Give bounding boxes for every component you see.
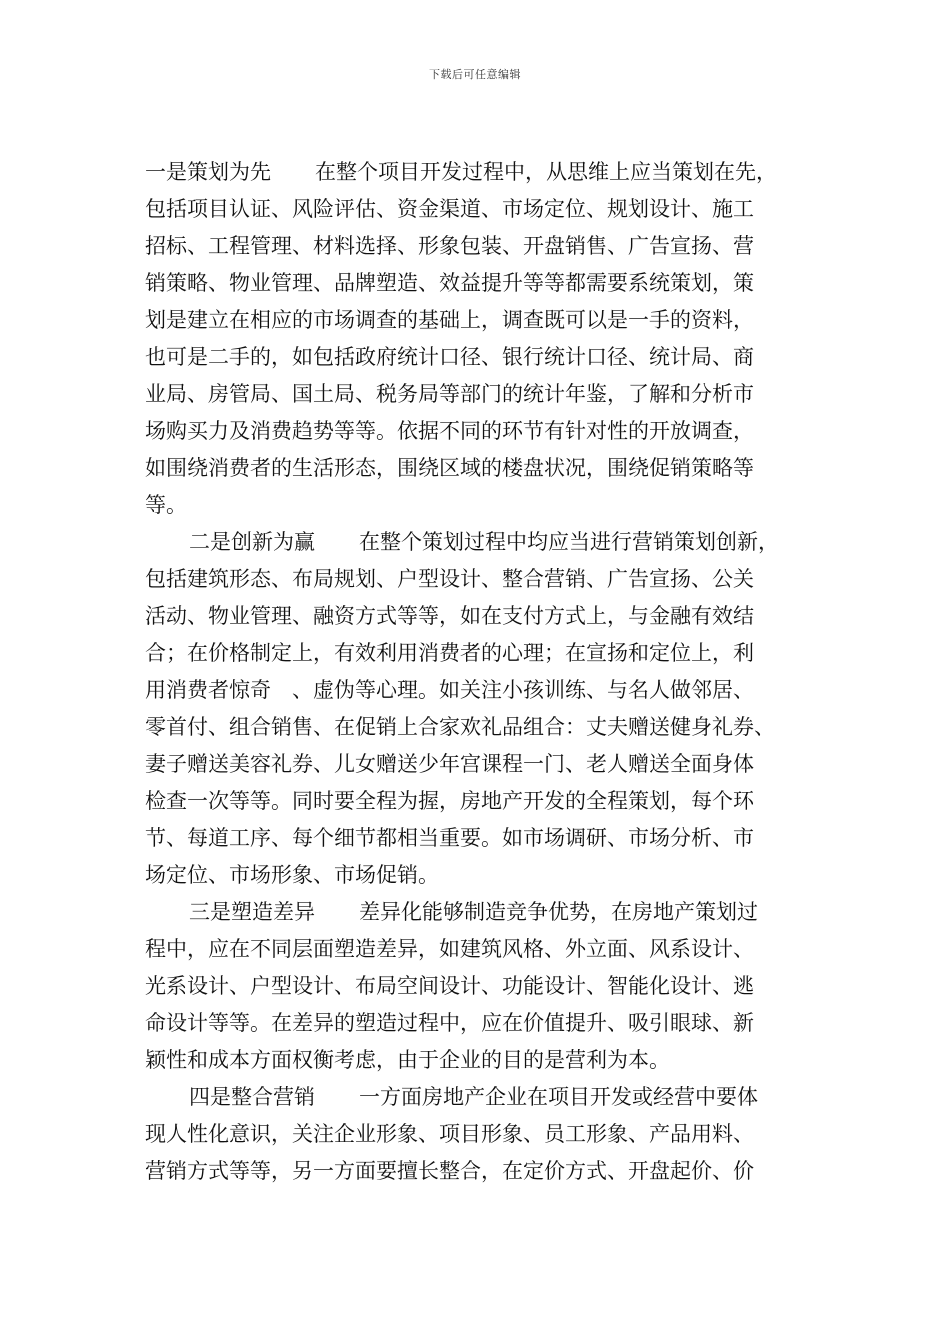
paragraph-1-line-1: 一是策划为先 在整个项目开发过程中，从思维上应当策划在先， <box>145 160 777 184</box>
paragraph-2-line-1: 二是创新为赢 在整个策划过程中均应当进行营销策划创新， <box>189 530 779 554</box>
paragraph-3-line: 光系设计、户型设计、布局空间设计、功能设计、智能化设计、逃 <box>145 974 754 998</box>
paragraph-2-line: 活动、物业管理、融资方式等等，如在支付方式上，与金融有效结 <box>145 604 754 628</box>
paragraph-1-line: 划是建立在相应的市场调查的基础上，调查既可以是一手的资料， <box>145 308 754 332</box>
paragraph-1-line: 也可是二手的，如包括政府统计口径、银行统计口径、统计局、商 <box>145 345 754 369</box>
paragraph-2-line: 用消费者惊奇 、虚伪等心理。如关注小孩训练、与名人做邻居、 <box>145 678 754 702</box>
paragraph-2-line: 包括建筑形态、布局规划、户型设计、整合营销、广告宣扬、公关 <box>145 567 754 591</box>
paragraph-2-line: 零首付、组合销售、在促销上合家欢礼品组合：丈夫赠送健身礼券、 <box>145 715 775 739</box>
paragraph-2-line: 节、每道工序、每个细节都相当重要。如市场调研、市场分析、市 <box>145 826 754 850</box>
paragraph-2-line: 场定位、市场形象、市场促销。 <box>145 863 439 887</box>
paragraph-1-line: 招标、工程管理、材料选择、形象包装、开盘销售、广告宣扬、营 <box>145 234 754 258</box>
page-header: 下载后可任意编辑 <box>429 68 521 81</box>
paragraph-3-line: 程中，应在不同层面塑造差异，如建筑风格、外立面、风系设计、 <box>145 937 754 961</box>
paragraph-2-heading: 二是创新为赢 <box>189 530 315 554</box>
paragraph-1-line: 业局、房管局、国土局、税务局等部门的统计年鉴，了解和分析市 <box>145 382 754 406</box>
paragraph-4-heading: 四是整合营销 <box>189 1085 315 1109</box>
paragraph-1-line: 销策略、物业管理、品牌塑造、效益提升等等都需要系统策划，策 <box>145 271 754 295</box>
paragraph-1-line: 等。 <box>145 493 187 517</box>
paragraph-4-line: 现人性化意识，关注企业形象、项目形象、员工形象、产品用料、 <box>145 1122 754 1146</box>
document-body <box>145 154 825 1190</box>
paragraph-3-heading: 三是塑造差异 <box>189 900 315 924</box>
paragraph-1-heading: 一是策划为先 <box>145 160 271 184</box>
paragraph-4-line: 营销方式等等，另一方面要擅长整合，在定价方式、开盘起价、价 <box>145 1159 754 1183</box>
paragraph-3-line: 颖性和成本方面权衡考虑，由于企业的目的是营利为本。 <box>145 1048 670 1072</box>
paragraph-1-line: 如围绕消费者的生活形态，围绕区域的楼盘状况，围绕促销策略等 <box>145 456 754 480</box>
paragraph-2-line: 合；在价格制定上，有效利用消费者的心理；在宣扬和定位上，利 <box>145 641 754 665</box>
paragraph-3-line-1: 三是塑造差异 差异化能够制造竞争优势，在房地产策划过 <box>189 900 758 924</box>
paragraph-1-line: 场购买力及消费趋势等等。依据不同的环节有针对性的开放调查， <box>145 419 754 443</box>
paragraph-1-line: 包括项目认证、风险评估、资金渠道、市场定位、规划设计、施工 <box>145 197 754 221</box>
paragraph-2-line: 检查一次等等。同时要全程为握，房地产开发的全程策划，每个环 <box>145 789 754 813</box>
paragraph-3-line: 命设计等等。在差异的塑造过程中，应在价值提升、吸引眼球、新 <box>145 1011 754 1035</box>
paragraph-4-line-1: 四是整合营销 一方面房地产企业在项目开发或经营中要体 <box>189 1085 758 1109</box>
paragraph-2-line: 妻子赠送美容礼券、儿女赠送少年宫课程一门、老人赠送全面身体 <box>145 752 754 776</box>
